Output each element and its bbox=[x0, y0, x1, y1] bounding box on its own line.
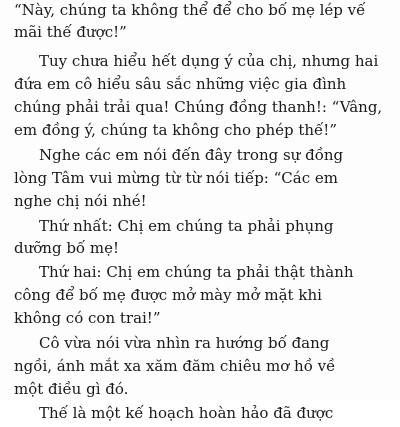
text-line: mãi thế được!” bbox=[14, 23, 127, 41]
text-line: “Này, chúng ta không thể để cho bố mẹ lép vế bbox=[14, 1, 366, 19]
text-line: Thứ nhất: Chị em chúng ta phải phụng bbox=[39, 217, 334, 235]
text-line: Cô vừa nói vừa nhìn ra hướng bố đang bbox=[39, 334, 330, 352]
text-line: em đồng ý, chúng ta không cho phép thế!” bbox=[14, 121, 337, 139]
text-line: dưỡng bố mẹ! bbox=[14, 239, 119, 257]
text-line: một điều gì đó. bbox=[14, 380, 129, 398]
text-line: Thế là một kế hoạch hoàn hảo đã được bbox=[39, 404, 334, 422]
text-line: đứa em cô hiểu sâu sắc những việc gia đình bbox=[14, 75, 347, 93]
text-line: lòng Tâm vui mừng từ từ nói tiếp: “Các em bbox=[14, 169, 338, 187]
text-line: Nghe các em nói đến đây trong sự đồng bbox=[39, 146, 344, 164]
text-line: nghe chị nói nhé! bbox=[14, 192, 147, 210]
text-line: Thứ hai: Chị em chúng ta phải thật thành bbox=[39, 263, 354, 281]
text-line: Tuy chưa hiểu hết dụng ý của chị, nhưng hai bbox=[39, 52, 379, 70]
text-line: công để bố mẹ được mở mày mở mặt khi bbox=[14, 286, 322, 304]
text-line: không có con trai!” bbox=[14, 309, 161, 327]
text-line: chúng phải trải qua! Chúng đồng thanh!: “Vâng, bbox=[14, 98, 383, 116]
text-line: ngồi, ánh mắt xa xăm đăm chiêu mơ hồ về bbox=[14, 357, 336, 375]
